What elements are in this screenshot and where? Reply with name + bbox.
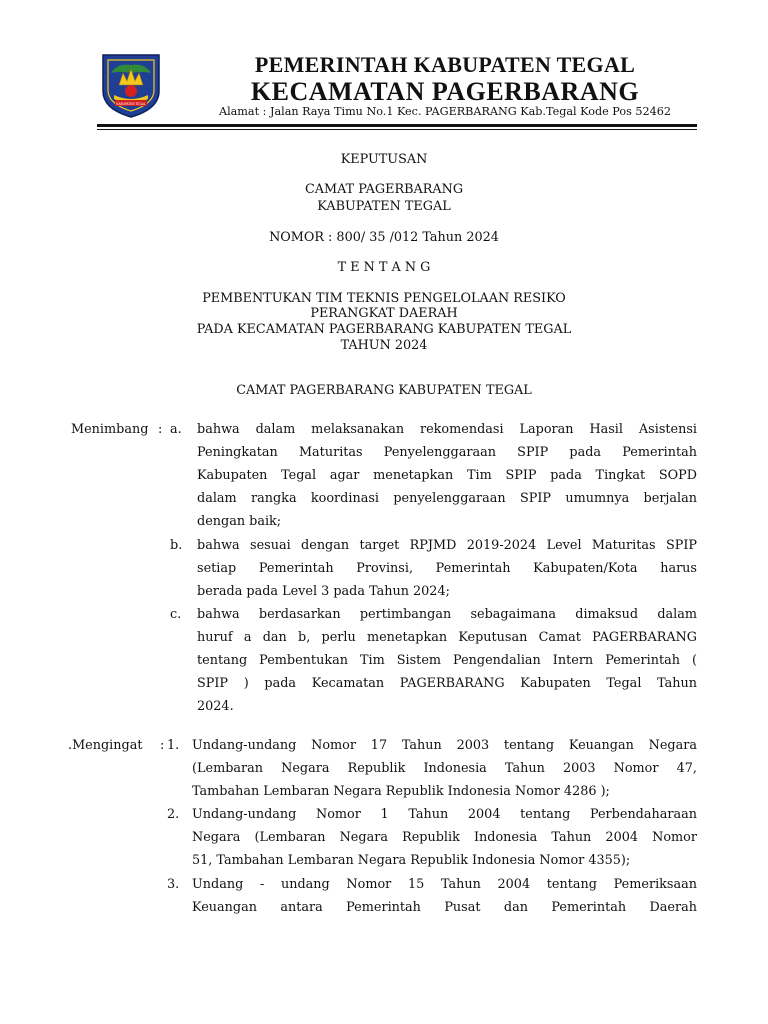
list-marker: 3. [167,877,180,892]
menimbang-label: Menimbang [71,422,149,437]
list-marker: 2. [167,807,180,822]
clause-line: huruf a dan b, perlu menetapkan Keputusan Camat PAGERBARANG [197,630,697,645]
document-type: KEPUTUSAN [340,152,428,167]
regency-crest-icon [97,51,165,119]
list-marker: 1. [167,738,180,753]
regulation-line: Undang - undang Nomor 15 Tahun 2004 tentang Pemeriksaan [192,877,697,892]
clause-line: bahwa berdasarkan pertimbangan sebagaimana dimaksud dalam [197,607,697,622]
clause-line: berada pada Level 3 pada Tahun 2024; [197,584,450,599]
letterhead-address: Alamat : Jalan Raya Timu No.1 Kec. PAGERBARANG Kab.Tegal Kode Pos 52462 [218,105,671,118]
clause-line: tentang Pembentukan Tim Sistem Pengendalian Intern Pemerintah ( [197,653,697,668]
list-marker: a. [170,422,182,437]
regulation-line: Keuangan antara Pemerintah Pusat dan Pemerintah Daerah [192,900,697,915]
clause-line: SPIP ) pada Kecamatan PAGERBARANG Kabupaten Tegal Tahun [197,676,697,691]
authority-heading: CAMAT PAGERBARANG KABUPATEN TEGAL [236,383,532,398]
letterhead-district: KECAMATAN PAGERBARANG [250,77,640,106]
regulation-line: (Lembaran Negara Republik Indonesia Tahun 2003 Nomor 47, [192,761,697,776]
list-marker: b. [170,538,183,553]
clause-line: Peningkatan Maturitas Penyelenggaraan SPIP pada Pemerintah [197,445,697,460]
clause-line: bahwa sesuai dengan target RPJMD 2019-2024 Level Maturitas SPIP [197,538,697,553]
subject-line: PEMBENTUKAN TIM TEKNIS PENGELOLAAN RESIKO [202,291,566,306]
issuer-line-1: CAMAT PAGERBARANG [304,182,464,197]
clause-line: dalam rangka koordinasi penyelenggaraan SPIP umumnya berjalan [197,491,697,506]
clause-line: Kabupaten Tegal agar menetapkan Tim SPIP pada Tingkat SOPD [197,468,697,483]
regulation-line: Negara (Lembaran Negara Republik Indonesia Tahun 2004 Nomor [192,830,697,845]
letterhead-divider-thick [97,124,697,127]
decree-number: NOMOR : 800/ 35 /012 Tahun 2024 [269,230,499,245]
regulation-line: Undang-undang Nomor 1 Tahun 2004 tentang Perbendaharaan [192,807,697,822]
svg-text:KABUPATEN TEGAL: KABUPATEN TEGAL [116,101,146,106]
clause-line: setiap Pemerintah Provinsi, Pemerintah Kabupaten/Kota harus [197,561,697,576]
menimbang-separator: : [158,422,163,437]
subject-line: TAHUN 2024 [340,338,428,353]
clause-line: dengan baik; [197,514,282,529]
issuer-line-2: KABUPATEN TEGAL [317,199,451,214]
letterhead-divider-thin [97,129,697,130]
regulation-line: Undang-undang Nomor 17 Tahun 2003 tentang Keuangan Negara [192,738,697,753]
mengingat-separator: : [160,738,165,753]
about-heading: T E N T A N G [337,260,431,275]
subject-line: PADA KECAMATAN PAGERBARANG KABUPATEN TEGAL [196,322,572,337]
mengingat-label: .Mengingat [68,738,143,753]
regulation-line: Tambahan Lembaran Negara Republik Indonesia Nomor 4286 ); [192,784,610,799]
subject-line: PERANGKAT DAERAH [310,306,458,321]
clause-line: bahwa dalam melaksanakan rekomendasi Laporan Hasil Asistensi [197,422,697,437]
letterhead-government: PEMERINTAH KABUPATEN TEGAL [254,52,636,77]
regulation-line: 51, Tambahan Lembaran Negara Republik Indonesia Nomor 4355); [192,853,631,868]
clause-line: 2024. [197,699,234,714]
list-marker: c. [170,607,182,622]
